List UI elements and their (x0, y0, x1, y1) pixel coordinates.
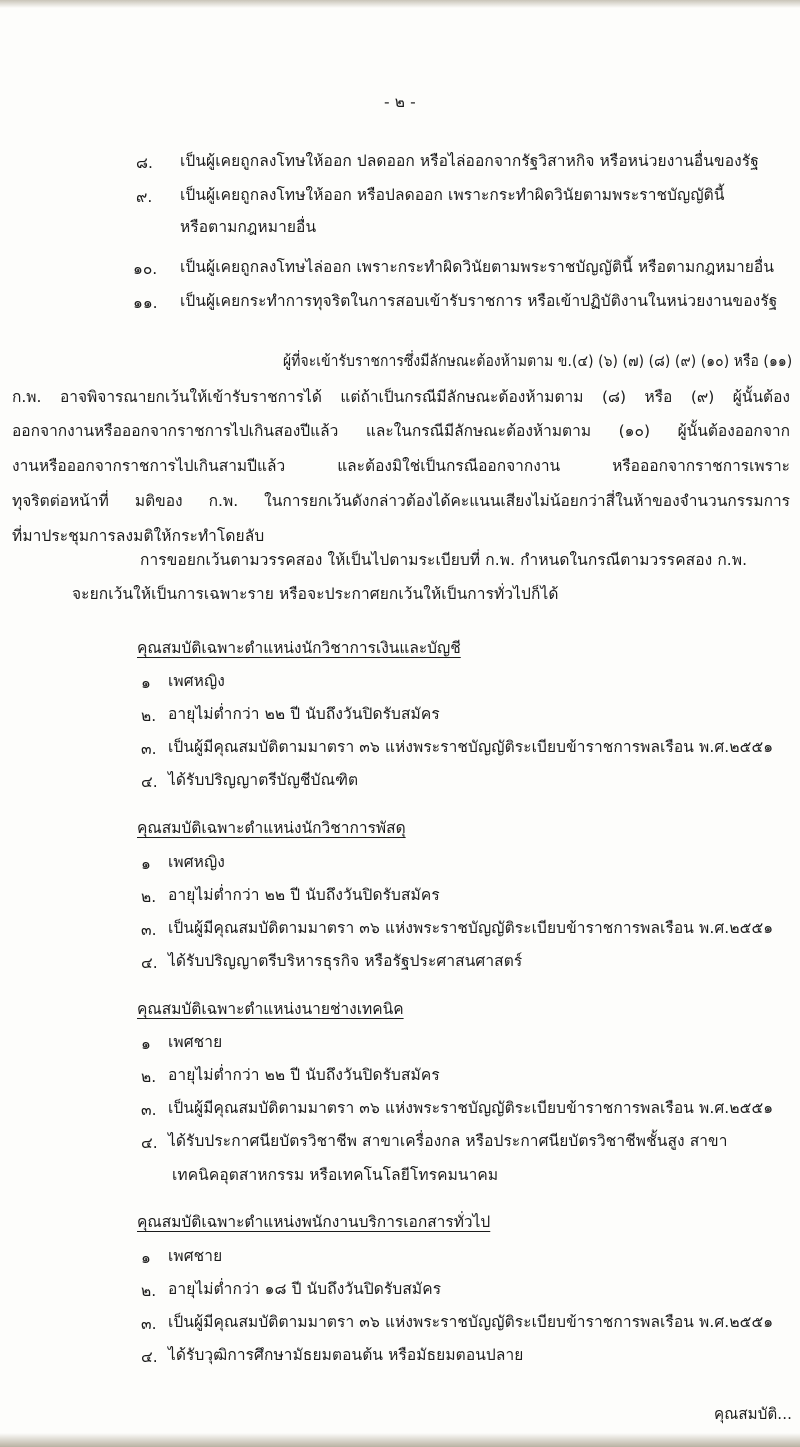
qualification-text: อายุไม่ต่ำกว่า ๒๒ ปี นับถึงวันปิดรับสมัคร (168, 886, 440, 904)
item-number: ๔. (141, 1348, 158, 1366)
disqualification-text: เป็นผู้เคยกระทำการทุจริตในการสอบเข้ารับราชการ หรือเข้าปฏิบัติงานในหน่วยงานของรัฐ (180, 292, 778, 310)
continuation-marker: คุณสมบัติ... (714, 1405, 793, 1423)
item-number: ๑ (141, 855, 151, 873)
qualification-text: ได้รับประกาศนียบัตรวิชาชีพ สาขาเครื่องกล หรือประกาศนียบัตรวิชาชีพชั้นสูง สาขา (168, 1132, 728, 1150)
qualification-text: ได้รับวุฒิการศึกษามัธยมตอนต้น หรือมัธยมตอนปลาย (168, 1346, 524, 1364)
item-number: ๔. (141, 1134, 158, 1152)
item-number: ๒. (141, 1282, 157, 1300)
item-number: ๔. (141, 954, 158, 972)
paragraph-line: ออกจากงานหรือออกจากราชการไปเกินสองปีแล้ว และในกรณีมีลักษณะต้องห้ามตาม (๑๐) ผู้นั้นต้องออกจาก (12, 422, 790, 440)
disqualification-text-continued: หรือตามกฎหมายอื่น (180, 218, 317, 236)
paragraph-line: ทุจริตต่อหน้าที่ มติของ ก.พ. ในการยกเว้นดังกล่าวต้องได้คะแนนเสียงไม่น้อยกว่าสี่ในห้าของจำนวนกรรมการ (12, 492, 790, 510)
qualification-text: ได้รับปริญญาตรีบัญชีบัณฑิต (168, 771, 359, 789)
item-number: ๒. (141, 888, 157, 906)
qualification-text: เป็นผู้มีคุณสมบัติตามมาตรา ๓๖ แห่งพระราชบัญญัติระเบียบข้าราชการพลเรือน พ.ศ.๒๕๕๑ (168, 1099, 774, 1117)
qualification-text-continued: เทคนิคอุตสาหกรรม หรือเทคโนโลยีโทรคมนาคม (172, 1166, 499, 1184)
qualification-text: เพศหญิง (168, 672, 225, 690)
item-number: ๑๑. (133, 294, 158, 312)
qualification-text: เพศชาย (168, 1033, 223, 1051)
qualification-text: เป็นผู้มีคุณสมบัติตามมาตรา ๓๖ แห่งพระราชบัญญัติระเบียบข้าราชการพลเรือน พ.ศ.๒๕๕๑ (168, 1313, 774, 1331)
paragraph-line: ก.พ. อาจพิจารณายกเว้นให้เข้ารับราชการได้ แต่ถ้าเป็นกรณีมีลักษณะต้องห้ามตาม (๘) หรือ (๙) ผู้นั้นต้อง (12, 388, 790, 406)
item-number: ๒. (141, 707, 157, 725)
disqualification-text: เป็นผู้เคยถูกลงโทษให้ออก หรือปลดออก เพราะกระทำผิดวินัยตามพระราชบัญญัตินี้ (180, 186, 725, 204)
qualification-text: อายุไม่ต่ำกว่า ๒๒ ปี นับถึงวันปิดรับสมัคร (168, 1066, 440, 1084)
qualification-text: ได้รับปริญญาตรีบริหารธุรกิจ หรือรัฐประศาสนศาสตร์ (168, 952, 523, 970)
section-heading: คุณสมบัติเฉพาะตำแหน่งนักวิชาการเงินและบัญชี (137, 639, 461, 657)
item-number: ๓. (141, 1315, 157, 1333)
item-number: ๑ (141, 1249, 151, 1267)
paragraph-last-line: จะยกเว้นให้เป็นการเฉพาะราย หรือจะประกาศยกเว้นให้เป็นการทั่วไปก็ได้ (72, 585, 559, 603)
item-number: ๒. (141, 1068, 157, 1086)
paragraph-first-line: ผู้ที่จะเข้ารับราชการซึ่งมีลักษณะต้องห้ามตาม ข.(๔) (๖) (๗) (๘) (๙) (๑๐) หรือ (๑๑) (283, 352, 793, 370)
scan-edge-top (0, 0, 800, 8)
qualification-text: เพศชาย (168, 1247, 223, 1265)
item-number: ๙. (136, 188, 153, 206)
qualification-text: อายุไม่ต่ำกว่า ๑๘ ปี นับถึงวันปิดรับสมัคร (168, 1280, 442, 1298)
section-heading: คุณสมบัติเฉพาะตำแหน่งนายช่างเทคนิค (137, 1000, 404, 1018)
item-number: ๔. (141, 773, 158, 791)
paragraph-last-line: ที่มาประชุมการลงมติให้กระทำโดยลับ (12, 527, 265, 545)
page-number: - ๒ - (384, 93, 416, 111)
item-number: ๘. (136, 154, 153, 172)
qualification-text: เป็นผู้มีคุณสมบัติตามมาตรา ๓๖ แห่งพระราชบัญญัติระเบียบข้าราชการพลเรือน พ.ศ.๒๕๕๑ (168, 919, 774, 937)
item-number: ๑ (141, 1035, 151, 1053)
section-heading: คุณสมบัติเฉพาะตำแหน่งพนักงานบริการเอกสารทั่วไป (137, 1213, 491, 1231)
disqualification-text: เป็นผู้เคยถูกลงโทษไล่ออก เพราะกระทำผิดวินัยตามพระราชบัญญัตินี้ หรือตามกฎหมายอื่น (180, 258, 775, 276)
item-number: ๑ (141, 674, 151, 692)
section-heading: คุณสมบัติเฉพาะตำแหน่งนักวิชาการพัสดุ (137, 819, 406, 837)
item-number: ๓. (141, 921, 157, 939)
paragraph-line: งานหรือออกจากราชการไปเกินสามปีแล้ว และต้องมิใช่เป็นกรณีออกจากงาน หรือออกจากราชการเพราะ (12, 457, 790, 475)
qualification-text: อายุไม่ต่ำกว่า ๒๒ ปี นับถึงวันปิดรับสมัคร (168, 705, 440, 723)
disqualification-text: เป็นผู้เคยถูกลงโทษให้ออก ปลดออก หรือไล่ออกจากรัฐวิสาหกิจ หรือหน่วยงานอื่นของรัฐ (180, 152, 759, 170)
item-number: ๓. (141, 740, 157, 758)
paragraph-first-line: การขอยกเว้นตามวรรคสอง ให้เป็นไปตามระเบียบที่ ก.พ. กำหนดในกรณีตามวรรคสอง ก.พ. (140, 551, 748, 569)
qualification-text: เพศหญิง (168, 853, 225, 871)
qualification-text: เป็นผู้มีคุณสมบัติตามมาตรา ๓๖ แห่งพระราชบัญญัติระเบียบข้าราชการพลเรือน พ.ศ.๒๕๕๑ (168, 738, 774, 756)
scan-edge-bottom (0, 1433, 800, 1447)
item-number: ๓. (141, 1101, 157, 1119)
item-number: ๑๐. (133, 260, 158, 278)
